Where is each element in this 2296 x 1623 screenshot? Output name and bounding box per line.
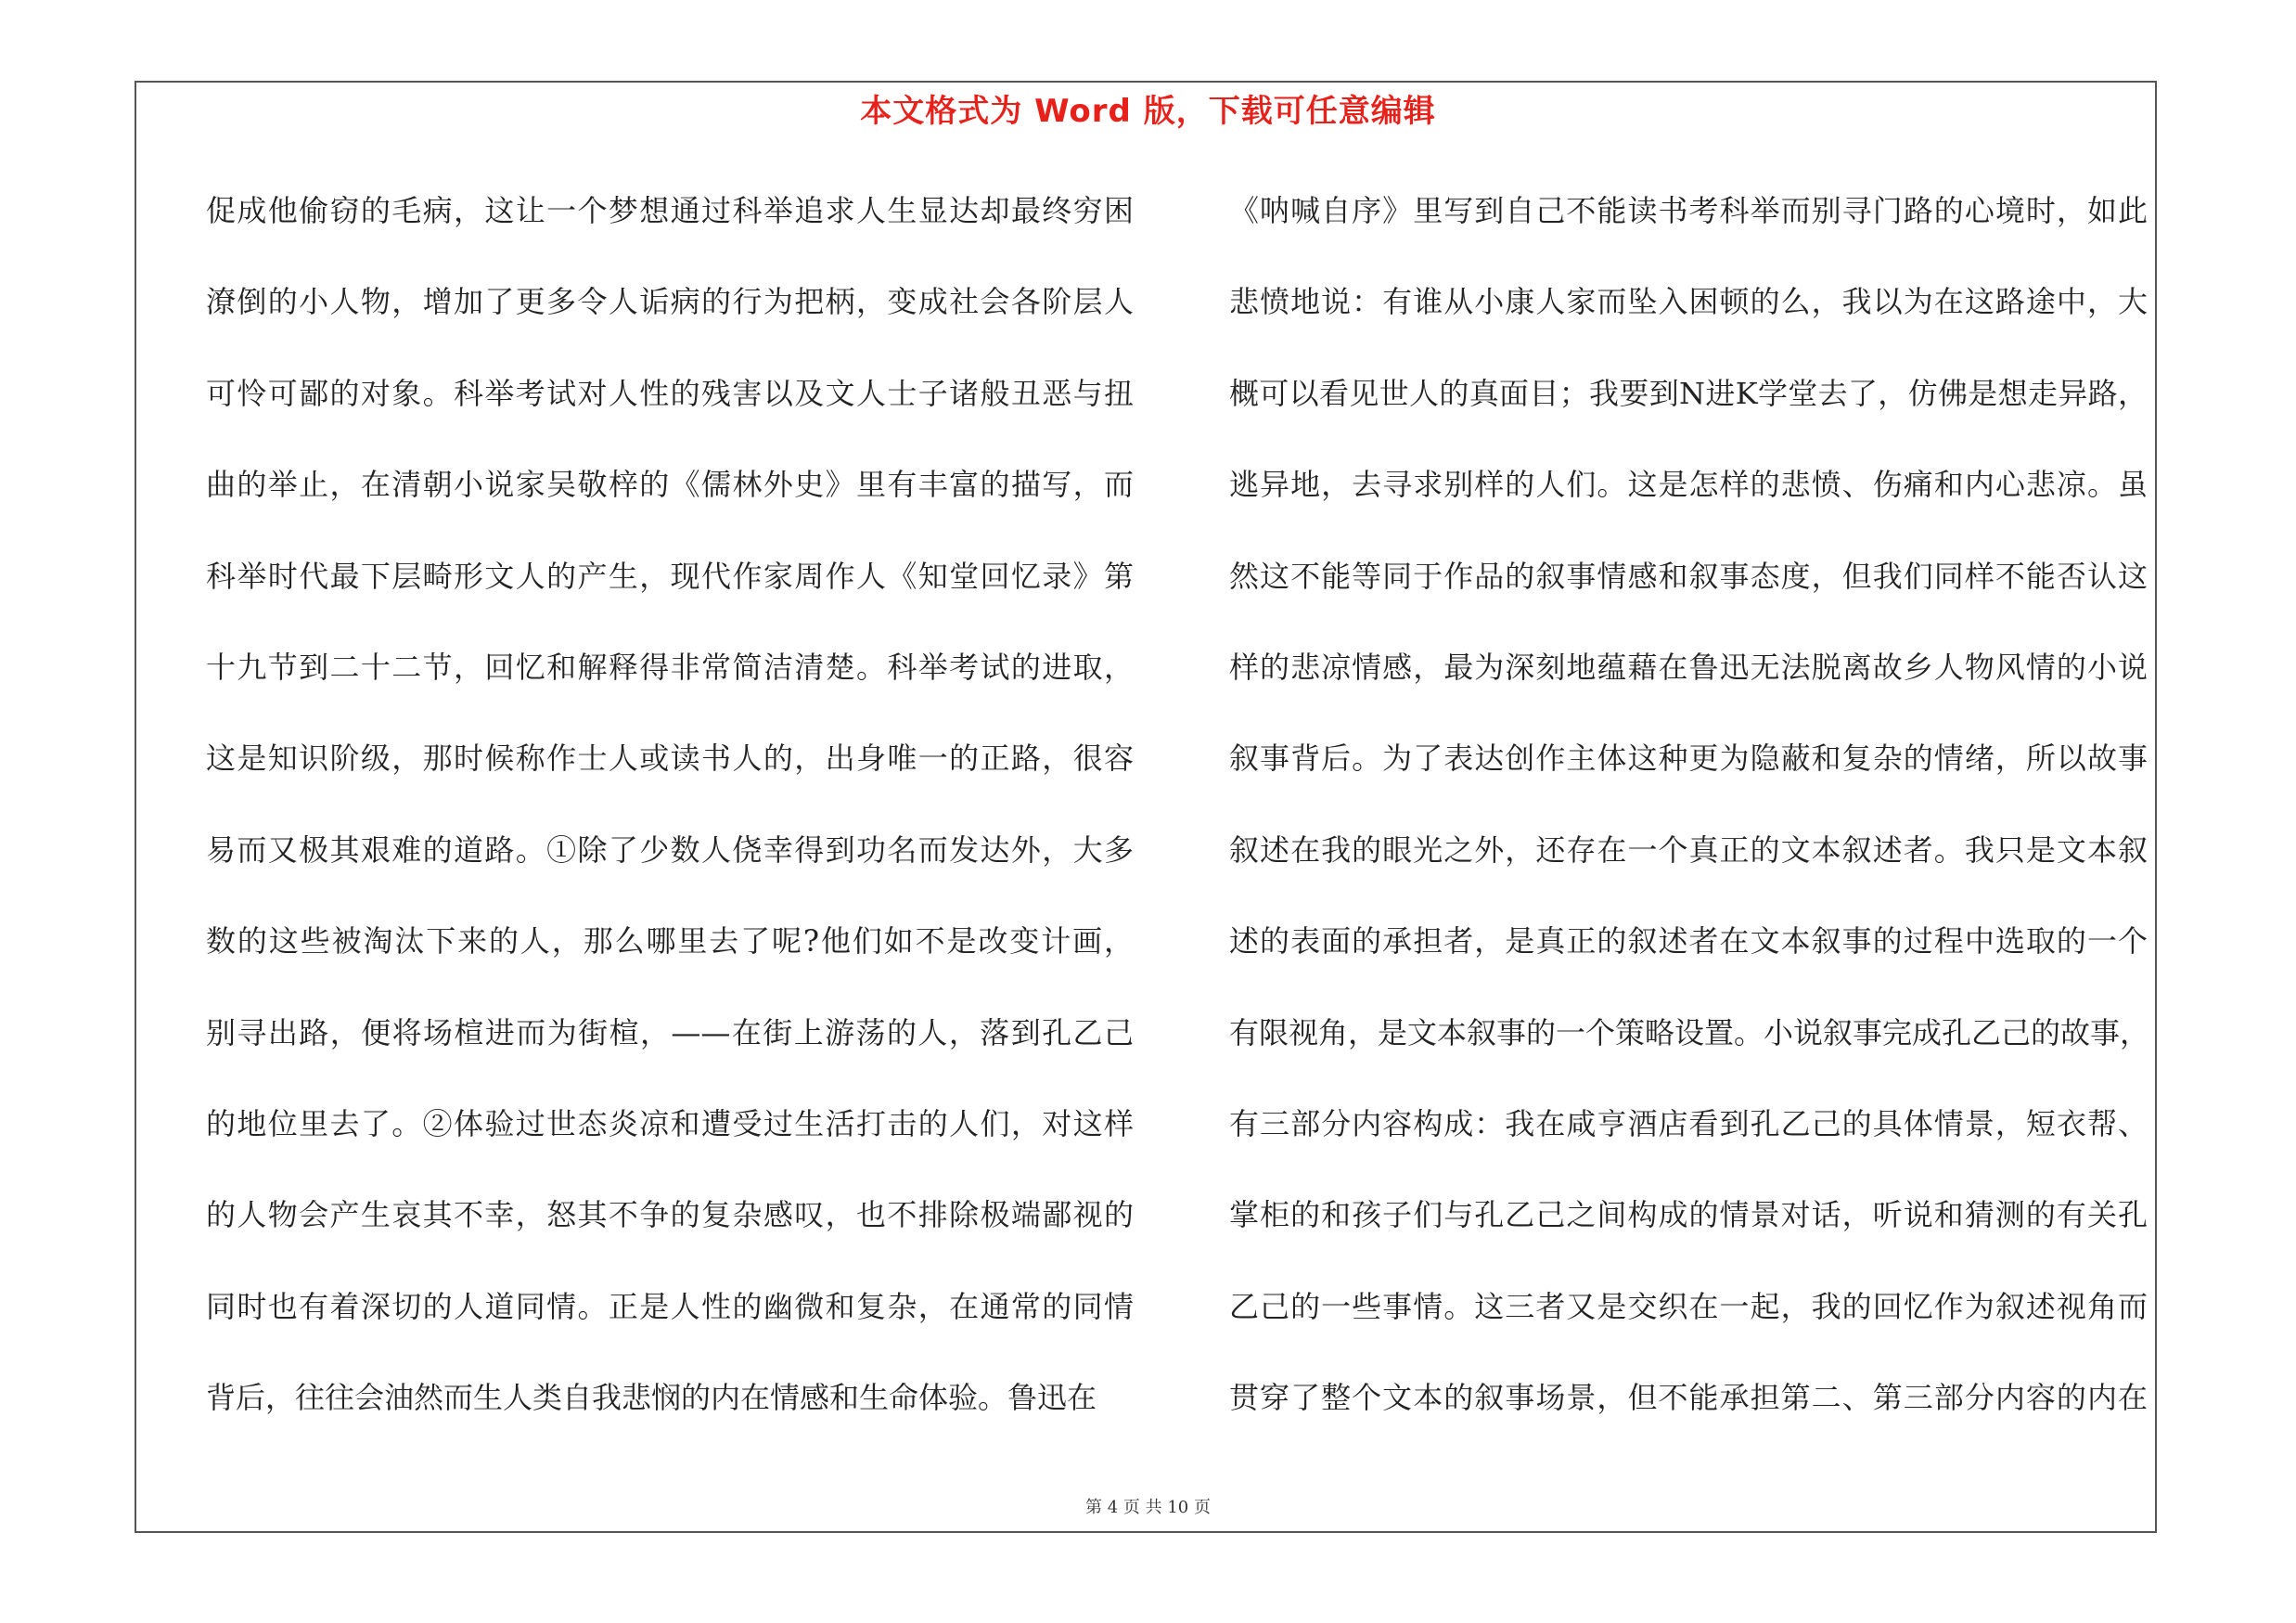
body-text-line: 《呐喊自序》里写到自己不能读书考科举而别寻门路的心境时，如此 — [1229, 193, 2148, 228]
page-number-footer: 第 4 页 共 10 页 — [1085, 1498, 1211, 1517]
body-text-line: 逃异地，去寻求别样的人们。这是怎样的悲愤、伤痛和内心悲凉。虽 — [1229, 467, 2148, 503]
right-text-column — [1229, 178, 2148, 1456]
body-text-line: 有三部分内容构成：我在咸亨酒店看到孔乙己的具体情景，短衣帮、 — [1229, 1105, 2148, 1141]
body-text-line: 概可以看见世人的真面目；我要到N进K学堂去了，仿佛是想走异路， — [1229, 375, 2148, 411]
body-text-line: 然这不能等同于作品的叙事情感和叙事态度，但我们同样不能否认这 — [1229, 558, 2148, 594]
body-text-line: 同时也有着深切的人道同情。正是人性的幽微和复杂，在通常的同情 — [206, 1288, 1134, 1324]
body-text-line: 的人物会产生哀其不幸，怒其不争的复杂感叹，也不排除极端鄙视的 — [206, 1197, 1134, 1233]
format-notice-header: 本文格式为 Word 版，下载可任意编辑 — [860, 93, 1436, 130]
left-text-column — [206, 178, 1134, 1456]
body-text-line: 促成他偷窃的毛病，这让一个梦想通过科举追求人生显达却最终穷困 — [206, 193, 1134, 228]
body-text-line: 的地位里去了。②体验过世态炎凉和遭受过生活打击的人们，对这样 — [206, 1105, 1134, 1141]
body-text-line: 科举时代最下层畸形文人的产生，现代作家周作人《知堂回忆录》第 — [206, 558, 1134, 594]
body-text-line: 可怜可鄙的对象。科举考试对人性的残害以及文人士子诸般丑恶与扭 — [206, 375, 1134, 411]
body-text-line: 悲愤地说：有谁从小康人家而坠入困顿的么，我以为在这路途中，大 — [1229, 284, 2148, 320]
body-text-line: 别寻出路，便将场楦进而为街楦，——在街上游荡的人，落到孔乙己 — [206, 1014, 1134, 1050]
body-text-line: 掌柜的和孩子们与孔乙己之间构成的情景对话，听说和猜测的有关孔 — [1229, 1197, 2148, 1233]
body-text-line: 贯穿了整个文本的叙事场景，但不能承担第二、第三部分内容的内在 — [1229, 1380, 2148, 1416]
body-text-line: 叙述在我的眼光之外，还存在一个真正的文本叙述者。我只是文本叙 — [1229, 831, 2148, 868]
body-text-line: 背后，往往会油然而生人类自我悲悯的内在情感和生命体验。鲁迅在 — [206, 1380, 1097, 1416]
body-text-line: 易而又极其艰难的道路。①除了少数人侥幸得到功名而发达外，大多 — [206, 831, 1134, 868]
body-text-line: 这是知识阶级，那时候称作士人或读书人的，出身唯一的正路，很容 — [206, 741, 1134, 777]
body-text-line: 有限视角，是文本叙事的一个策略设置。小说叙事完成孔乙己的故事， — [1229, 1014, 2150, 1050]
body-text-line: 乙己的一些事情。这三者又是交织在一起，我的回忆作为叙述视角而 — [1229, 1288, 2148, 1324]
body-text-line: 样的悲凉情感，最为深刻地蕴藉在鲁迅无法脱离故乡人物风情的小说 — [1229, 649, 2148, 685]
body-text-line: 述的表面的承担者，是真正的叙述者在文本叙事的过程中选取的一个 — [1229, 923, 2148, 960]
body-text-line: 十九节到二十二节，回忆和解释得非常简洁清楚。科举考试的进取， — [206, 649, 1134, 685]
body-text-line: 潦倒的小人物，增加了更多令人诟病的行为把柄，变成社会各阶层人 — [206, 284, 1134, 320]
body-text-line: 叙事背后。为了表达创作主体这种更为隐蔽和复杂的情绪，所以故事 — [1229, 741, 2148, 777]
body-text-line: 曲的举止，在清朝小说家吴敬梓的《儒林外史》里有丰富的描写，而 — [206, 467, 1134, 503]
body-text-line: 数的这些被淘汰下来的人，那么哪里去了呢?他们如不是改变计画， — [206, 923, 1134, 960]
